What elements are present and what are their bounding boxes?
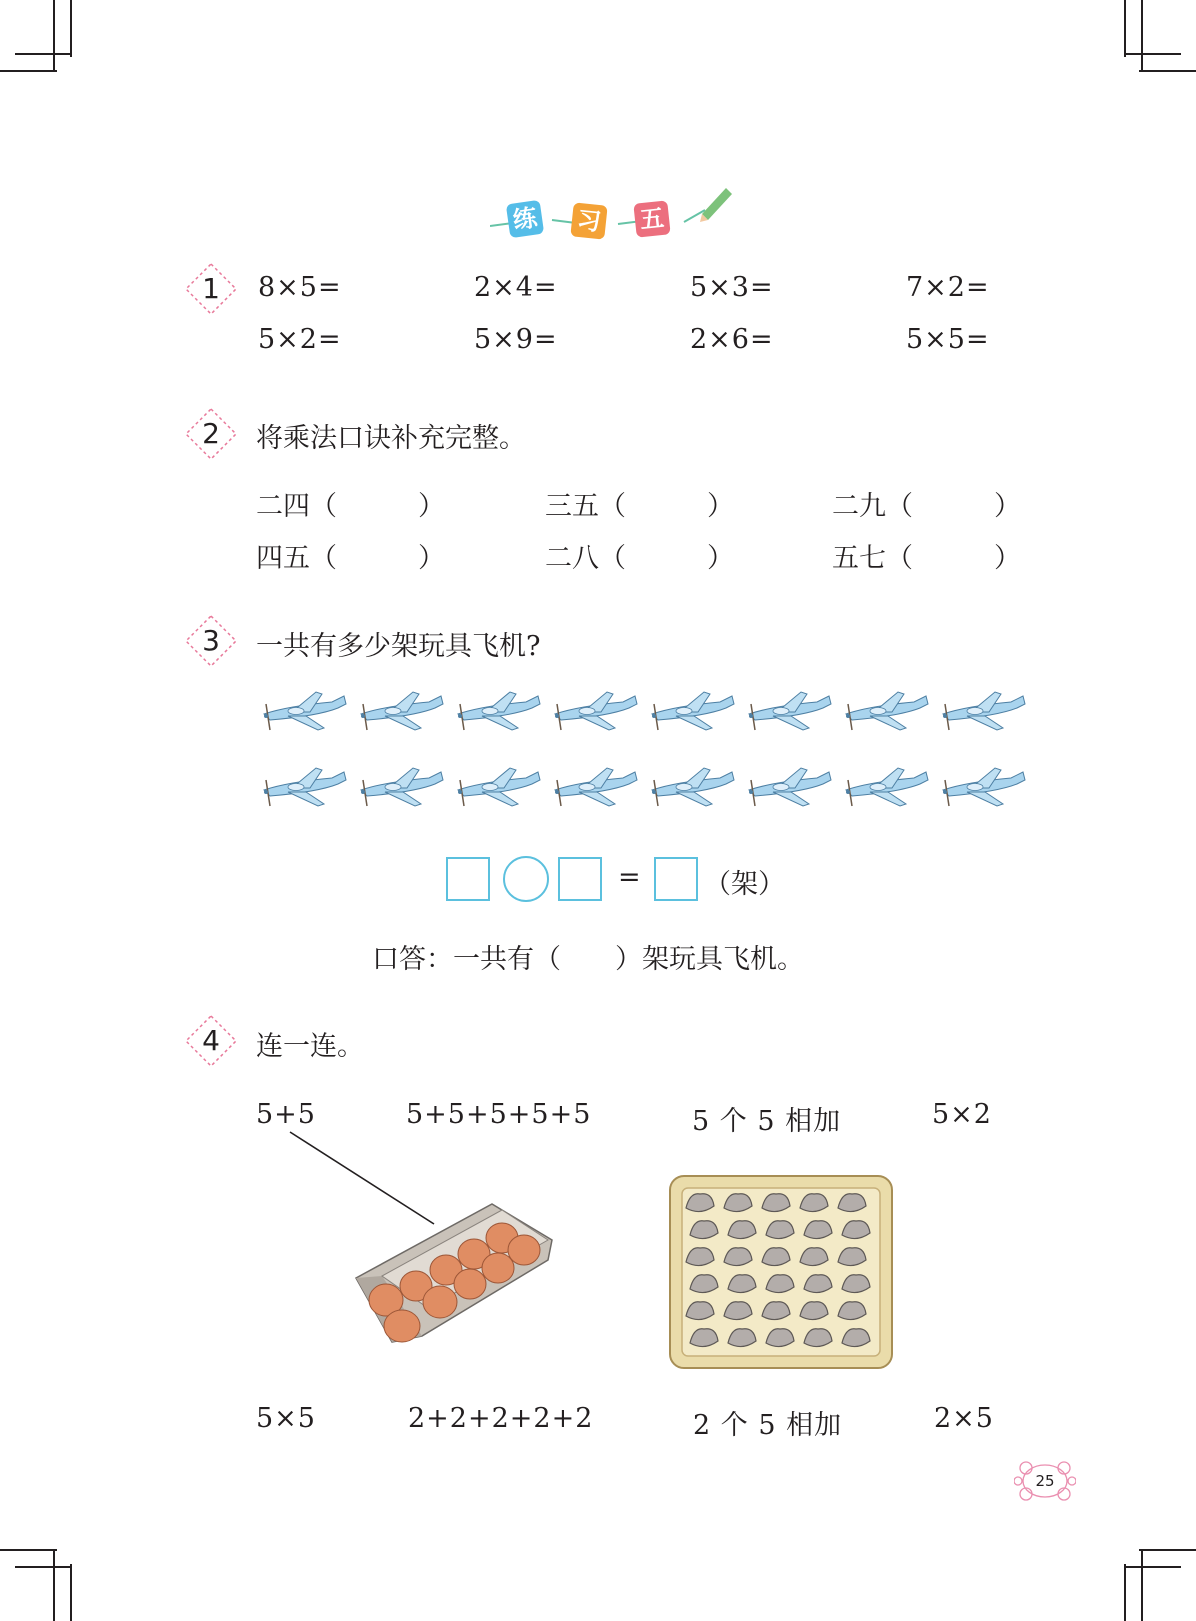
- q2-blank: 二九（ ）: [832, 491, 1021, 522]
- egg-carton-image: [352, 1196, 558, 1346]
- q2-blank: 四五（ ）: [256, 543, 445, 574]
- match-expression-top[interactable]: 5+5+5+5+5: [406, 1099, 592, 1130]
- q1-problem: 2×6=: [690, 324, 774, 355]
- match-expression-top[interactable]: 5+5: [256, 1099, 316, 1130]
- question-number-1: 1: [184, 262, 238, 316]
- equals-sign: =: [618, 862, 641, 893]
- title-char-3: 五: [633, 200, 670, 237]
- match-expression-bottom[interactable]: 2 个 5 相加: [693, 1410, 843, 1441]
- q1-problem: 7×2=: [906, 272, 990, 303]
- q1-problem: 5×9=: [474, 324, 558, 355]
- unit-label: （架）: [704, 869, 785, 900]
- q1-problem: 5×5=: [906, 324, 990, 355]
- title-char-2: 习: [570, 202, 607, 239]
- q2-blank: 二八（ ）: [545, 543, 734, 574]
- question-number-4: 4: [184, 1014, 238, 1068]
- match-expression-top[interactable]: 5 个 5 相加: [692, 1106, 842, 1137]
- q2-blank: 三五（ ）: [545, 491, 734, 522]
- match-expression-bottom[interactable]: 2×5: [934, 1403, 994, 1434]
- q2-blank: 五七（ ）: [832, 543, 1021, 574]
- q1-problem: 8×5=: [258, 272, 342, 303]
- dumpling-tray-image: [668, 1174, 894, 1370]
- q3-prompt: 一共有多少架玩具飞机?: [256, 631, 541, 662]
- q1-problem: 2×4=: [474, 272, 558, 303]
- q2-prompt: 将乘法口诀补充完整。: [256, 423, 526, 454]
- q1-problem: 5×2=: [258, 324, 342, 355]
- page-number: 25: [1035, 1472, 1055, 1490]
- match-expression-top[interactable]: 5×2: [932, 1099, 992, 1130]
- q3-answer-sentence: 口答：一共有（ ）架玩具飞机。: [372, 944, 804, 975]
- question-number-3: 3: [184, 614, 238, 668]
- page-number-badge: [1014, 1456, 1076, 1506]
- q1-problem: 5×3=: [690, 272, 774, 303]
- q2-blank: 二四（ ）: [256, 491, 445, 522]
- q4-prompt: 连一连。: [256, 1031, 364, 1062]
- match-expression-bottom[interactable]: 5×5: [256, 1403, 316, 1434]
- title-char-1: 练: [506, 200, 544, 238]
- match-expression-bottom[interactable]: 2+2+2+2+2: [408, 1403, 594, 1434]
- question-number-2: 2: [184, 407, 238, 461]
